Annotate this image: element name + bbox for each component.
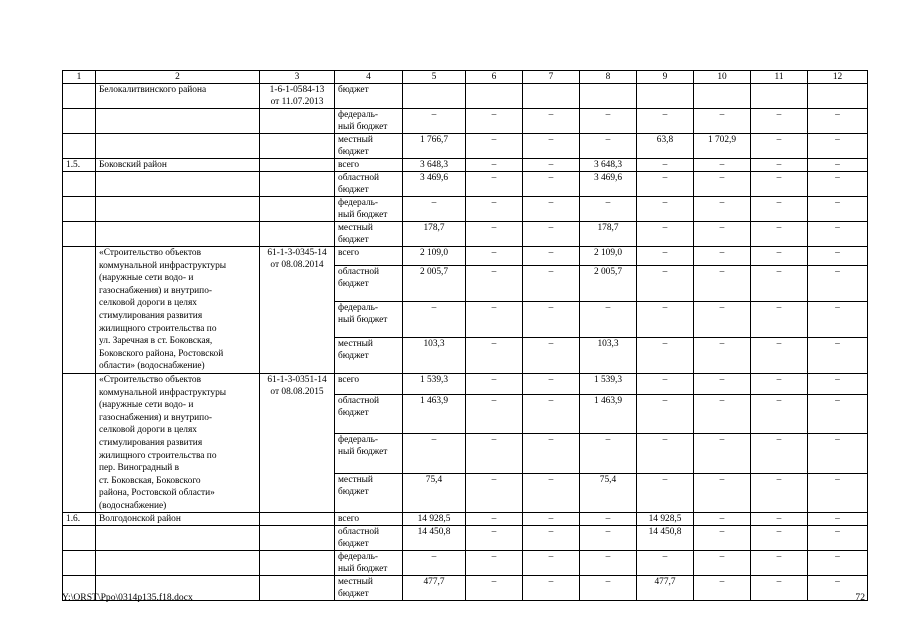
document-number-cell	[260, 109, 335, 134]
row-number-cell	[63, 172, 96, 197]
header-cell: 4	[335, 71, 403, 84]
value-cell: 14 450,8	[403, 526, 466, 551]
budget-source-cell: федераль- ный бюджет	[335, 197, 403, 222]
document-number-cell: 61-1-3-0345-14 от 08.08.2014	[260, 247, 335, 374]
object-name-cell: «Строительство объектов коммунальной инфраструктуры (наружные сети водо- и газоснабжения) и внутрипо- селковой дороги в целях стимулирования развития жилищного строительства по ул. Заречная в ст. Боковская, Боковского района, Ростовской области» (водоснабжение)	[96, 247, 260, 374]
value-cell: –	[694, 394, 751, 434]
value-cell: –	[751, 551, 808, 576]
value-cell: –	[694, 373, 751, 394]
value-cell: –	[751, 394, 808, 434]
header-cell: 1	[63, 71, 96, 84]
value-cell: –	[466, 337, 523, 373]
document-number-cell	[260, 576, 335, 601]
value-cell: –	[694, 337, 751, 373]
page-number: 72	[855, 592, 865, 603]
budget-source-cell: всего	[335, 513, 403, 526]
value-cell: –	[751, 301, 808, 337]
table-row	[63, 109, 868, 134]
value-cell: –	[523, 159, 580, 172]
value-cell: –	[523, 109, 580, 134]
value-cell: –	[751, 576, 808, 601]
value-cell: –	[523, 473, 580, 513]
value-cell: –	[466, 172, 523, 197]
value-cell: 2 109,0	[403, 247, 466, 266]
value-cell: –	[808, 394, 868, 434]
value-cell: –	[637, 159, 694, 172]
value-cell: –	[637, 337, 694, 373]
value-cell: –	[523, 265, 580, 301]
value-cell: –	[637, 222, 694, 247]
value-cell: –	[466, 109, 523, 134]
value-cell: –	[580, 576, 637, 601]
row-number-cell	[63, 197, 96, 222]
object-name-cell	[96, 172, 260, 197]
object-name-cell	[96, 134, 260, 159]
row-number-cell	[63, 551, 96, 576]
value-cell: –	[808, 247, 868, 266]
object-name-cell	[96, 526, 260, 551]
value-cell: –	[637, 301, 694, 337]
value-cell: –	[403, 301, 466, 337]
value-cell: –	[523, 513, 580, 526]
value-cell: –	[694, 159, 751, 172]
object-name-cell: Волгодонской район	[96, 513, 260, 526]
value-cell: –	[580, 526, 637, 551]
value-cell: –	[694, 576, 751, 601]
header-cell: 9	[637, 71, 694, 84]
budget-source-cell: всего	[335, 247, 403, 266]
document-number-cell: 1-6-1-0584-13 от 11.07.2013	[260, 84, 335, 109]
value-cell: –	[694, 222, 751, 247]
row-number-cell	[63, 526, 96, 551]
budget-source-cell: местный бюджет	[335, 337, 403, 373]
value-cell: –	[580, 434, 637, 474]
document-number-cell	[260, 172, 335, 197]
value-cell: –	[808, 197, 868, 222]
value-cell: –	[694, 551, 751, 576]
value-cell: –	[808, 526, 868, 551]
value-cell: –	[466, 513, 523, 526]
value-cell: –	[751, 434, 808, 474]
value-cell: –	[580, 109, 637, 134]
document-number-cell	[260, 134, 335, 159]
value-cell: –	[751, 197, 808, 222]
table-row	[63, 526, 868, 551]
value-cell	[637, 84, 694, 109]
value-cell: 14 928,5	[637, 513, 694, 526]
value-cell: –	[637, 373, 694, 394]
value-cell: –	[403, 197, 466, 222]
budget-source-cell: федераль- ный бюджет	[335, 301, 403, 337]
value-cell: –	[523, 197, 580, 222]
value-cell: 75,4	[403, 473, 466, 513]
object-name-cell	[96, 197, 260, 222]
header-cell: 2	[96, 71, 260, 84]
header-cell: 3	[260, 71, 335, 84]
budget-source-cell: федераль- ный бюджет	[335, 434, 403, 474]
value-cell: –	[751, 337, 808, 373]
budget-source-cell: областной бюджет	[335, 526, 403, 551]
value-cell: 178,7	[403, 222, 466, 247]
value-cell: –	[808, 337, 868, 373]
value-cell: –	[637, 551, 694, 576]
value-cell: 2 005,7	[580, 265, 637, 301]
table-row	[63, 84, 868, 109]
table-row	[63, 172, 868, 197]
budget-source-cell: всего	[335, 373, 403, 394]
value-cell: –	[466, 301, 523, 337]
value-cell: –	[751, 222, 808, 247]
document-number-cell	[260, 159, 335, 172]
value-cell: 14 928,5	[403, 513, 466, 526]
value-cell: –	[694, 247, 751, 266]
row-number-cell	[63, 84, 96, 109]
document-number-cell	[260, 222, 335, 247]
value-cell: –	[637, 172, 694, 197]
value-cell: –	[523, 551, 580, 576]
value-cell	[580, 84, 637, 109]
value-cell: –	[694, 526, 751, 551]
value-cell: –	[466, 222, 523, 247]
value-cell: –	[637, 394, 694, 434]
value-cell: –	[466, 526, 523, 551]
budget-source-cell: местный бюджет	[335, 134, 403, 159]
document-number-cell	[260, 513, 335, 526]
value-cell	[466, 84, 523, 109]
row-number-cell	[63, 109, 96, 134]
value-cell: 14 450,8	[637, 526, 694, 551]
row-number-cell: 1.6.	[63, 513, 96, 526]
value-cell: –	[523, 373, 580, 394]
value-cell: –	[580, 551, 637, 576]
value-cell: 103,3	[580, 337, 637, 373]
table-row	[63, 247, 868, 266]
value-cell: –	[808, 172, 868, 197]
value-cell: –	[694, 172, 751, 197]
value-cell: 3 648,3	[403, 159, 466, 172]
header-cell: 12	[808, 71, 868, 84]
value-cell: –	[808, 473, 868, 513]
value-cell: –	[751, 247, 808, 266]
object-name-cell	[96, 551, 260, 576]
value-cell: 178,7	[580, 222, 637, 247]
header-cell: 8	[580, 71, 637, 84]
header-row	[63, 71, 868, 84]
value-cell: 3 648,3	[580, 159, 637, 172]
value-cell: 103,3	[403, 337, 466, 373]
budget-source-cell: всего	[335, 159, 403, 172]
value-cell: –	[403, 434, 466, 474]
value-cell: –	[808, 222, 868, 247]
value-cell: –	[466, 576, 523, 601]
header-cell: 11	[751, 71, 808, 84]
value-cell: 1 766,7	[403, 134, 466, 159]
value-cell: –	[523, 301, 580, 337]
table-row	[63, 197, 868, 222]
value-cell: –	[751, 526, 808, 551]
row-number-cell	[63, 373, 96, 513]
value-cell: –	[523, 394, 580, 434]
value-cell: –	[694, 434, 751, 474]
header-cell: 7	[523, 71, 580, 84]
header-cell: 5	[403, 71, 466, 84]
value-cell: –	[466, 394, 523, 434]
value-cell: –	[580, 197, 637, 222]
document-number-cell	[260, 551, 335, 576]
value-cell: 477,7	[637, 576, 694, 601]
value-cell	[403, 84, 466, 109]
document-number-cell	[260, 526, 335, 551]
value-cell: 1 539,3	[580, 373, 637, 394]
value-cell: –	[523, 247, 580, 266]
budget-source-cell: федераль- ный бюджет	[335, 109, 403, 134]
value-cell: –	[751, 134, 808, 159]
value-cell: 75,4	[580, 473, 637, 513]
row-number-cell	[63, 247, 96, 374]
value-cell: –	[466, 247, 523, 266]
row-number-cell: 1.5.	[63, 159, 96, 172]
value-cell: –	[751, 373, 808, 394]
value-cell: –	[751, 473, 808, 513]
row-number-cell	[63, 222, 96, 247]
value-cell: –	[523, 576, 580, 601]
value-cell: 1 463,9	[580, 394, 637, 434]
budget-source-cell: областной бюджет	[335, 265, 403, 301]
budget-source-cell: областной бюджет	[335, 394, 403, 434]
value-cell: –	[466, 134, 523, 159]
value-cell: –	[466, 473, 523, 513]
value-cell: –	[751, 159, 808, 172]
value-cell: –	[808, 576, 868, 601]
value-cell: –	[694, 513, 751, 526]
value-cell: –	[403, 109, 466, 134]
value-cell: 63,8	[637, 134, 694, 159]
value-cell: –	[808, 134, 868, 159]
value-cell: –	[694, 265, 751, 301]
value-cell: –	[637, 197, 694, 222]
value-cell: –	[637, 265, 694, 301]
value-cell	[808, 84, 868, 109]
value-cell: –	[466, 159, 523, 172]
value-cell: –	[751, 172, 808, 197]
value-cell: –	[637, 109, 694, 134]
value-cell: 1 539,3	[403, 373, 466, 394]
document-number-cell: 61-1-3-0351-14 от 08.08.2015	[260, 373, 335, 513]
value-cell	[751, 84, 808, 109]
value-cell: –	[808, 434, 868, 474]
object-name-cell: Белокалитвинского района	[96, 84, 260, 109]
value-cell: –	[751, 265, 808, 301]
document-number-cell	[260, 197, 335, 222]
value-cell: –	[637, 434, 694, 474]
object-name-cell	[96, 109, 260, 134]
table-row	[63, 551, 868, 576]
value-cell: –	[694, 109, 751, 134]
budget-source-cell: федераль- ный бюджет	[335, 551, 403, 576]
value-cell: –	[694, 301, 751, 337]
value-cell: –	[808, 109, 868, 134]
budget-source-cell: бюджет	[335, 84, 403, 109]
value-cell: 3 469,6	[403, 172, 466, 197]
value-cell: 477,7	[403, 576, 466, 601]
value-cell: 2 109,0	[580, 247, 637, 266]
value-cell: –	[466, 265, 523, 301]
value-cell: –	[694, 473, 751, 513]
row-number-cell	[63, 134, 96, 159]
value-cell: –	[466, 434, 523, 474]
table-row	[63, 134, 868, 159]
value-cell: –	[466, 551, 523, 576]
budget-source-cell: местный бюджет	[335, 473, 403, 513]
value-cell: 3 469,6	[580, 172, 637, 197]
value-cell	[523, 84, 580, 109]
value-cell: –	[808, 551, 868, 576]
value-cell: –	[523, 526, 580, 551]
file-path: Y:\ORST\Ppo\0314p135.f18.docx	[62, 592, 193, 603]
value-cell: –	[580, 513, 637, 526]
value-cell: –	[808, 265, 868, 301]
value-cell: –	[466, 197, 523, 222]
value-cell: –	[523, 434, 580, 474]
budget-table	[62, 70, 868, 601]
value-cell	[694, 84, 751, 109]
value-cell: –	[751, 109, 808, 134]
value-cell: –	[808, 159, 868, 172]
value-cell: –	[466, 373, 523, 394]
value-cell: –	[694, 197, 751, 222]
budget-source-cell: местный бюджет	[335, 576, 403, 601]
table-row	[63, 222, 868, 247]
value-cell: –	[808, 301, 868, 337]
value-cell: –	[580, 301, 637, 337]
value-cell: –	[523, 172, 580, 197]
value-cell: –	[637, 473, 694, 513]
object-name-cell	[96, 222, 260, 247]
value-cell: 1 463,9	[403, 394, 466, 434]
value-cell: –	[523, 337, 580, 373]
object-name-cell: «Строительство объектов коммунальной инфраструктуры (наружные сети водо- и газоснабжения) и внутрипо- селковой дороги в целях стимулирования развития жилищного строительства по пер. Виноградный в ст. Боковская, Боковского района, Ростовской области» (водоснабжение)	[96, 373, 260, 513]
header-cell: 6	[466, 71, 523, 84]
budget-source-cell: местный бюджет	[335, 222, 403, 247]
budget-source-cell: областной бюджет	[335, 172, 403, 197]
table-row	[63, 513, 868, 526]
value-cell: –	[580, 134, 637, 159]
table-row	[63, 159, 868, 172]
value-cell: –	[523, 134, 580, 159]
value-cell: –	[808, 373, 868, 394]
table-row	[63, 373, 868, 394]
value-cell: –	[808, 513, 868, 526]
value-cell: –	[403, 551, 466, 576]
object-name-cell: Боковский район	[96, 159, 260, 172]
value-cell: –	[523, 222, 580, 247]
header-cell: 10	[694, 71, 751, 84]
value-cell: –	[637, 247, 694, 266]
value-cell: –	[751, 513, 808, 526]
value-cell: 1 702,9	[694, 134, 751, 159]
value-cell: 2 005,7	[403, 265, 466, 301]
